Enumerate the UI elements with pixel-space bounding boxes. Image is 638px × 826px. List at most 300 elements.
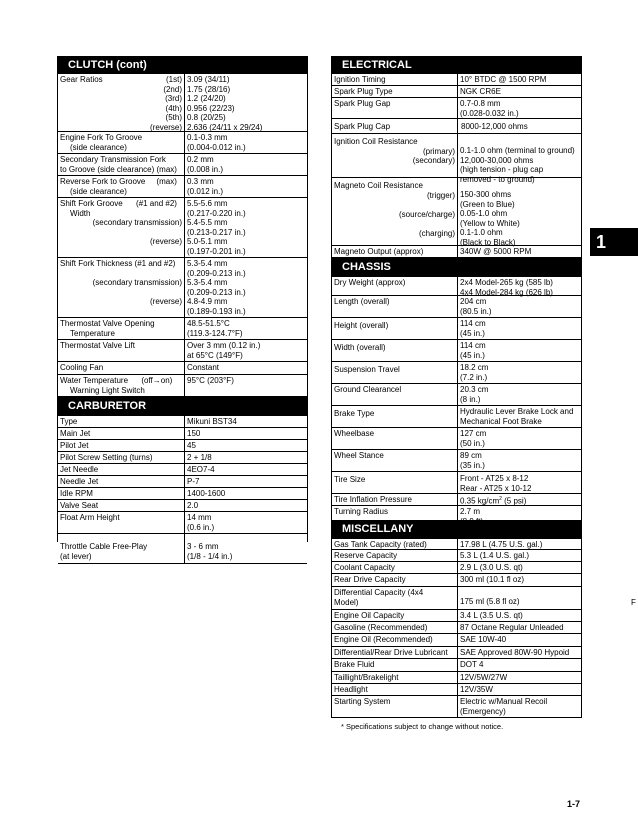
misc-diff-v: 175 ml (5.8 fl oz) [460, 597, 520, 606]
carb-throttle-v1: 3 - 6 mm [187, 542, 219, 551]
engine-fork-value [185, 132, 307, 153]
elec-value-plug-gap [458, 98, 581, 118]
misc-value-coolant [458, 562, 581, 573]
misc-label-gasoline [332, 622, 458, 633]
chassis-value-tire [458, 472, 581, 493]
carb-float-l: Float Arm Height [60, 513, 120, 522]
engine-fork-row [58, 132, 307, 154]
carb-label-throttle [58, 534, 185, 563]
carb-jet-needle-v: 4EO7-4 [187, 465, 215, 474]
misc-coolant-v: 2.9 L (3.0 U.S. qt) [460, 563, 523, 572]
elec-row-plug-cap [332, 119, 581, 134]
misc-label-gas-tank [332, 539, 458, 549]
chassis-width-v1: 114 cm [460, 341, 486, 350]
engine-fork-v1: 0.1-0.3 mm [187, 133, 228, 142]
chassis-value-height [458, 318, 581, 339]
fork-thickness-l3: (reverse) [149, 297, 182, 306]
carb-label-needle-jet [58, 476, 185, 487]
fork-thickness-v1: 5.3-5.4 mm [187, 259, 228, 268]
carb-value-float [185, 512, 307, 533]
misc-label-brake-fluid [332, 659, 458, 671]
groove-width-label [58, 198, 185, 257]
elec-label-coil [332, 134, 458, 177]
misc-brake-fluid-v: DOT 4 [460, 660, 484, 669]
carb-row-type [58, 415, 307, 428]
engine-fork-l1: Engine Fork To Groove [60, 133, 143, 142]
misc-value-rear-drive [458, 574, 581, 586]
thermo-opening-row [58, 318, 307, 340]
thermo-opening-value [185, 318, 307, 339]
thermo-lift-v1: Over 3 mm (0.12 in.) [187, 341, 261, 350]
carb-row-pilot-screw [58, 452, 307, 464]
chassis-brake-l: Brake Type [334, 409, 375, 418]
cooling-fan-label [58, 362, 185, 374]
elec-plug-cap-v: 8000-12,000 ohms [461, 122, 528, 131]
carb-row-idle-rpm [58, 488, 307, 500]
chassis-label-width [332, 340, 458, 361]
chassis-value-length [458, 296, 581, 317]
secondary-fork-label [58, 154, 185, 175]
carb-label-idle-rpm [58, 488, 185, 499]
elec-plug-gap-v2: (0.028-0.032 in.) [460, 108, 519, 118]
elec-value-coil [458, 134, 581, 184]
chassis-dry-weight-l: Dry Weight (approx) [334, 278, 406, 287]
cooling-fan-row [58, 362, 307, 375]
groove-width-v5: 5.0-5.1 mm [187, 237, 228, 246]
water-temp-label [58, 375, 185, 396]
carb-pilot-screw-l: Pilot Screw Setting (turns) [60, 453, 153, 462]
chassis-header: CHASSIS [332, 258, 581, 276]
gear-reverse: (reverse) [149, 122, 182, 132]
water-temp-l1: Water Temperature (off→on) [60, 376, 173, 385]
thermo-lift-v2: at 65°C (149°F) [187, 350, 243, 360]
misc-row-gasoline [332, 622, 581, 634]
elec-magneto-v3: 0.05-1.0 ohm [460, 209, 508, 218]
fork-thickness-v2: (0.209-0.213 in.) [187, 268, 246, 278]
gear-1st: (1st) [166, 75, 182, 84]
reverse-fork-l1: Reverse Fork to Groove (max) [60, 177, 177, 186]
chassis-row-stance [332, 450, 581, 472]
elec-coil-l2: (primary) [423, 146, 455, 156]
misc-value-differential [458, 587, 581, 609]
elec-row-timing [332, 74, 581, 86]
elec-label-plug-type [332, 86, 458, 97]
misc-row-differential [332, 587, 581, 610]
chassis-width-v2: (45 in.) [460, 350, 485, 360]
misc-gas-tank-v: 17.98 L (4.75 U.S. gal.) [460, 540, 543, 549]
chassis-brake-v1: Hydraulic Lever Brake Lock and [460, 407, 574, 416]
misc-gasoline-l: Gasoline (Recommended) [334, 623, 428, 632]
gear-ratios-values [185, 74, 307, 131]
elec-magneto-v5: 0.1-1.0 ohm [460, 228, 503, 237]
elec-plug-type-v: NGK CR6E [460, 87, 501, 96]
chassis-ground-v2: (8 in.) [460, 394, 481, 404]
elec-magneto-v1: 150-300 ohms [460, 190, 512, 199]
chassis-value-dry-weight [458, 277, 581, 295]
misc-headlight-v: 12V/35W [460, 685, 493, 694]
thermo-opening-l1: Thermostat Valve Opening [60, 319, 155, 328]
chassis-brake-v2: Mechanical Foot Brake [460, 416, 542, 426]
thermo-opening-v1: 48.5-51.5°C [187, 319, 230, 328]
chassis-row-suspension [332, 362, 581, 384]
elec-value-magneto [458, 178, 581, 245]
misc-row-reserve [332, 550, 581, 562]
thermo-lift-row [58, 340, 307, 362]
elec-coil-v3: (high tension - plug cap [460, 165, 544, 174]
elec-timing-v: 10° BTDC @ 1500 RPM [460, 75, 547, 84]
carb-value-pilot-screw [185, 452, 307, 463]
chassis-row-height [332, 318, 581, 340]
carb-throttle-l1: Throttle Cable Free-Play [60, 542, 148, 551]
carb-value-type [185, 416, 307, 427]
chassis-pressure-l: Tire Inflation Pressure [334, 495, 412, 504]
misc-value-lubricant [458, 647, 581, 658]
chassis-height-v2: (45 in.) [460, 328, 485, 338]
carb-label-jet-needle [58, 464, 185, 475]
misc-row-brake-fluid [332, 659, 581, 672]
misc-starting-l: Starting System [334, 697, 391, 706]
chassis-suspension-v1: 18.2 cm [460, 363, 489, 372]
secondary-fork-v1: 0.2 mm [187, 155, 214, 164]
thermo-opening-v2: (119.3-124.7°F) [187, 328, 243, 338]
misc-row-starting [332, 696, 581, 718]
chassis-row-width [332, 340, 581, 362]
chassis-value-width [458, 340, 581, 361]
carb-value-idle-rpm [185, 488, 307, 499]
groove-width-v2: (0.217-0.220 in.) [187, 208, 246, 218]
miscellany-header: MISCELLANY [332, 520, 581, 538]
groove-width-v3: 5.4-5.5 mm [187, 218, 228, 227]
chassis-label-height [332, 318, 458, 339]
misc-label-coolant [332, 562, 458, 573]
thermo-lift-label [58, 340, 185, 361]
elec-coil-l1: Ignition Coil Resistance [334, 137, 418, 146]
elec-row-output [332, 246, 581, 258]
ratio-2nd: 1.75 (28/16) [187, 84, 231, 94]
chassis-row-length [332, 296, 581, 318]
misc-label-rear-drive [332, 574, 458, 586]
reverse-fork-label [58, 176, 185, 197]
misc-value-taillight [458, 672, 581, 683]
electrical-table [331, 56, 582, 718]
cooling-fan-v1: Constant [187, 363, 220, 372]
chassis-row-ground [332, 384, 581, 406]
carb-row-pilot-jet [58, 440, 307, 452]
carb-float-v1: 14 mm [187, 513, 212, 522]
chassis-label-ground [332, 384, 458, 405]
elec-magneto-v4: (Yellow to White) [460, 218, 520, 228]
elec-magneto-v6: (Black to Black) [460, 237, 516, 247]
elec-plug-type-l: Spark Plug Type [334, 87, 393, 96]
misc-value-starting [458, 696, 581, 717]
misc-engine-oil-cap-l: Engine Oil Capacity [334, 611, 405, 620]
carb-value-pilot-jet [185, 440, 307, 451]
misc-coolant-l: Coolant Capacity [334, 563, 395, 572]
chassis-ground-l: Ground Clearancel [334, 385, 402, 394]
engine-fork-l2: (side clearance) [70, 142, 127, 152]
groove-width-l2: Width [70, 208, 91, 218]
carb-value-needle-jet [185, 476, 307, 487]
chassis-value-stance [458, 450, 581, 471]
misc-row-taillight [332, 672, 581, 684]
elec-row-coil [332, 134, 581, 184]
misc-lubricant-l: Differential/Rear Drive Lubricant [334, 648, 448, 657]
fork-thickness-l2: (secondary transmission) [92, 278, 182, 287]
ratio-5th: 0.8 (20/25) [187, 113, 226, 122]
chassis-label-pressure [332, 494, 458, 505]
chassis-wheelbase-l: Wheelbase [334, 429, 375, 438]
engine-fork-label [58, 132, 185, 153]
misc-label-differential [332, 587, 458, 609]
carb-needle-jet-v: P-7 [187, 477, 200, 486]
fork-thickness-l1: Shift Fork Thickness (#1 and #2) [60, 259, 176, 268]
ratio-reverse: 2.636 (24/11 x 29/24) [187, 122, 263, 132]
carb-label-pilot-screw [58, 452, 185, 463]
secondary-fork-value [185, 154, 307, 175]
misc-starting-v2: (Emergency) [460, 706, 506, 716]
chassis-height-l: Height (overall) [334, 321, 389, 330]
carb-pilot-screw-v: 2 + 1/8 [187, 453, 212, 462]
carb-label-type [58, 416, 185, 427]
ratio-1st: 3.09 (34/11) [187, 75, 230, 84]
misc-gasoline-v: 87 Octane Regular Unleaded [460, 623, 564, 632]
elec-plug-gap-l: Spark Plug Gap [334, 99, 391, 108]
chassis-length-v1: 204 cm [460, 297, 487, 306]
gear-5th: (5th) [165, 113, 182, 122]
reverse-fork-l2: (side clearance) [70, 186, 127, 196]
page-number: 1-7 [567, 799, 581, 809]
carb-pilot-jet-l: Pilot Jet [60, 441, 89, 450]
carb-valve-seat-v: 2.0 [187, 501, 199, 510]
fork-thickness-v5: 4.8-4.9 mm [187, 297, 228, 306]
gear-2nd: (2nd) [163, 84, 182, 94]
carb-type-l: Type [60, 417, 78, 426]
carb-throttle-l2: (at lever) [60, 551, 92, 561]
chassis-label-length [332, 296, 458, 317]
misc-lubricant-v: SAE Approved 80W-90 Hypoid [460, 648, 570, 657]
carburetor-header: CARBURETOR [58, 397, 307, 415]
elec-value-plug-type [458, 86, 581, 97]
elec-value-plug-cap [458, 119, 581, 133]
carb-label-float [58, 512, 185, 533]
elec-label-magneto [332, 178, 458, 245]
elec-coil-v2: 12,000-30,000 ohms [460, 155, 534, 165]
secondary-fork-v2: (0.008 in.) [187, 164, 224, 174]
gear-3rd: (3rd) [165, 94, 182, 103]
misc-reserve-v: 5.3 L (1.4 U.S. gal.) [460, 551, 530, 560]
elec-label-plug-cap [332, 119, 458, 133]
chassis-pressure-sup: 2 [499, 496, 502, 502]
fork-thickness-label [58, 258, 185, 317]
chassis-length-v2: (80.5 in.) [460, 306, 492, 316]
ratio-4th: 0.956 (22/23) [187, 103, 235, 113]
secondary-fork-row [58, 154, 307, 176]
carb-label-valve-seat [58, 500, 185, 511]
misc-rear-drive-l: Rear Drive Capacity [334, 575, 406, 584]
carb-row-throttle [58, 534, 307, 564]
elec-row-plug-type [332, 86, 581, 98]
fork-thickness-v6: (0.189-0.193 in.) [187, 306, 246, 316]
misc-taillight-l: Taillight/Brakelight [334, 673, 399, 682]
chassis-width-l: Width (overall) [334, 343, 386, 352]
misc-row-coolant [332, 562, 581, 574]
footnote: * Specifications subject to change without notice. [341, 722, 504, 731]
elec-magneto-l3: (source/charge) [398, 209, 455, 219]
gear-ratios-title: Gear Ratios [60, 75, 103, 84]
elec-timing-l: Ignition Timing [334, 75, 386, 84]
elec-plug-cap-l: Spark Plug Cap [334, 122, 391, 131]
chassis-value-ground [458, 384, 581, 405]
reverse-fork-v1: 0.3 mm [187, 177, 214, 186]
clutch-header: CLUTCH (cont) [58, 56, 307, 74]
groove-width-row [58, 198, 307, 258]
chassis-tire-v1: Front - AT25 x 8-12 [460, 474, 529, 483]
groove-width-v1: 5.5-5.6 mm [187, 199, 228, 208]
elec-coil-v4: removed - to ground) [460, 174, 535, 184]
elec-output-v: 340W @ 5000 RPM [460, 247, 532, 256]
misc-label-engine-oil-cap [332, 610, 458, 621]
misc-engine-oil-cap-v: 3.4 L (3.5 U.S. qt) [460, 611, 523, 620]
misc-gas-tank-l: Gas Tank Capacity (rated) [334, 540, 427, 549]
chassis-suspension-l: Suspension Travel [334, 365, 400, 374]
misc-value-gasoline [458, 622, 581, 633]
elec-plug-gap-v1: 0.7-0.8 mm [460, 99, 501, 108]
carb-float-v2: (0.6 in.) [187, 522, 215, 532]
chassis-row-pressure [332, 494, 581, 506]
carb-throttle-v2: (1/8 - 1/4 in.) [187, 551, 233, 561]
groove-width-l1: Shift Fork Groove (#1 and #2) [60, 199, 177, 208]
carb-row-main-jet [58, 428, 307, 440]
elec-magneto-l1: Magneto Coil Resistance [334, 181, 423, 190]
ratio-3rd: 1.2 (24/20) [187, 94, 226, 103]
misc-row-engine-oil-cap [332, 610, 581, 622]
thermo-lift-value [185, 340, 307, 361]
chassis-value-wheelbase [458, 428, 581, 449]
chassis-dry-weight-v1: 2x4 Model-265 kg (585 lb) [460, 278, 553, 287]
edge-letter: F [631, 598, 636, 607]
groove-width-l4: (reverse) [149, 237, 182, 246]
elec-magneto-l4: (charging) [418, 228, 455, 238]
gear-ratios-label [58, 74, 185, 131]
chassis-row-dry-weight [332, 276, 581, 296]
carb-row-float [58, 512, 307, 534]
misc-value-reserve [458, 550, 581, 561]
carb-row-needle-jet [58, 476, 307, 488]
reverse-fork-row [58, 176, 307, 198]
carb-idle-rpm-v: 1400-1600 [187, 489, 226, 498]
cooling-fan-l1: Cooling Fan [60, 363, 104, 372]
chassis-label-brake [332, 406, 458, 427]
groove-width-v4: (0.213-0.217 in.) [187, 227, 246, 237]
chassis-label-stance [332, 450, 458, 471]
misc-label-taillight [332, 672, 458, 683]
reverse-fork-v2: (0.012 in.) [187, 186, 224, 196]
elec-coil-l3: (secondary) [412, 156, 455, 165]
chassis-row-brake [332, 406, 581, 428]
water-temp-row [58, 375, 307, 397]
misc-headlight-l: Headlight [334, 685, 368, 694]
chassis-pressure-after: (5 psi) [501, 496, 527, 506]
chassis-wheelbase-v2: (50 in.) [460, 438, 485, 448]
clutch-table [57, 56, 308, 561]
elec-row-magneto [332, 178, 581, 246]
misc-diff-l2: Model) [334, 597, 359, 607]
gear-4th: (4th) [165, 103, 182, 113]
chassis-pressure-v [460, 495, 579, 506]
elec-row-plug-gap [332, 98, 581, 119]
misc-starting-v1: Electric w/Manual Recoil [460, 697, 548, 706]
misc-label-starting [332, 696, 458, 717]
carb-type-v: Mikuni BST34 [187, 417, 237, 426]
misc-row-gas-tank [332, 538, 581, 550]
carb-main-jet-v: 150 [187, 429, 201, 438]
misc-row-engine-oil-rec [332, 634, 581, 647]
misc-value-brake-fluid [458, 659, 581, 671]
carb-needle-jet-l: Needle Jet [60, 477, 99, 486]
carb-idle-rpm-l: Idle RPM [60, 489, 93, 498]
misc-reserve-l: Reserve Capacity [334, 551, 398, 560]
misc-diff-l1: Differential Capacity (4x4 [334, 588, 424, 597]
chassis-turning-v1: 2.7 m [460, 507, 481, 516]
misc-label-lubricant [332, 647, 458, 658]
carb-valve-seat-l: Valve Seat [60, 501, 99, 510]
elec-label-plug-gap [332, 98, 458, 118]
misc-label-engine-oil-rec [332, 634, 458, 646]
misc-engine-oil-rec-l: Engine Oil (Recommended) [334, 635, 433, 644]
carb-value-jet-needle [185, 464, 307, 475]
chassis-dry-weight-v2: 4x4 Model-284 kg (626 lb) [460, 287, 553, 297]
fork-thickness-v4: (0.209-0.213 in.) [187, 287, 246, 297]
elec-magneto-l2: (trigger) [426, 190, 455, 200]
misc-row-rear-drive [332, 574, 581, 587]
chassis-value-pressure [458, 494, 581, 505]
elec-coil-v1: 0.1-1.0 ohm (terminal to ground) [460, 146, 575, 155]
electrical-header: ELECTRICAL [332, 56, 581, 74]
reverse-fork-value [185, 176, 307, 197]
engine-fork-v2: (0.004-0.012 in.) [187, 142, 246, 152]
misc-row-lubricant [332, 647, 581, 659]
thermo-opening-l2: Temperature [70, 328, 115, 338]
misc-value-headlight [458, 684, 581, 695]
elec-label-timing [332, 74, 458, 85]
carb-label-pilot-jet [58, 440, 185, 451]
chassis-tire-v2: Rear - AT25 x 10-12 [460, 483, 532, 493]
carb-value-valve-seat [185, 500, 307, 511]
chassis-height-v1: 114 cm [460, 319, 486, 328]
elec-output-l: Magneto Output (approx) [334, 247, 424, 256]
groove-width-l3: (secondary transmission) [92, 218, 182, 227]
carb-label-main-jet [58, 428, 185, 439]
chassis-label-tire [332, 472, 458, 493]
elec-value-output [458, 246, 581, 257]
gear-ratios-row [58, 74, 307, 132]
secondary-fork-l1: Secondary Transmission Fork [60, 155, 166, 164]
chassis-suspension-v2: (7.2 in.) [460, 372, 488, 382]
secondary-fork-l2: to Groove (side clearance) (max) [60, 164, 177, 174]
chassis-wheelbase-v1: 127 cm [460, 429, 487, 438]
carb-value-main-jet [185, 428, 307, 439]
thermo-lift-l1: Thermostat Valve Lift [60, 341, 135, 350]
carb-main-jet-l: Main Jet [60, 429, 91, 438]
carb-jet-needle-l: Jet Needle [60, 465, 99, 474]
water-temp-l2: Warning Light Switch [70, 385, 145, 395]
fork-thickness-v3: 5.3-5.4 mm [187, 278, 228, 287]
elec-label-output [332, 246, 458, 257]
chassis-row-tire [332, 472, 581, 494]
chassis-stance-l: Wheel Stance [334, 451, 384, 460]
chassis-tire-l: Tire Size [334, 475, 366, 484]
chassis-length-l: Length (overall) [334, 297, 390, 306]
